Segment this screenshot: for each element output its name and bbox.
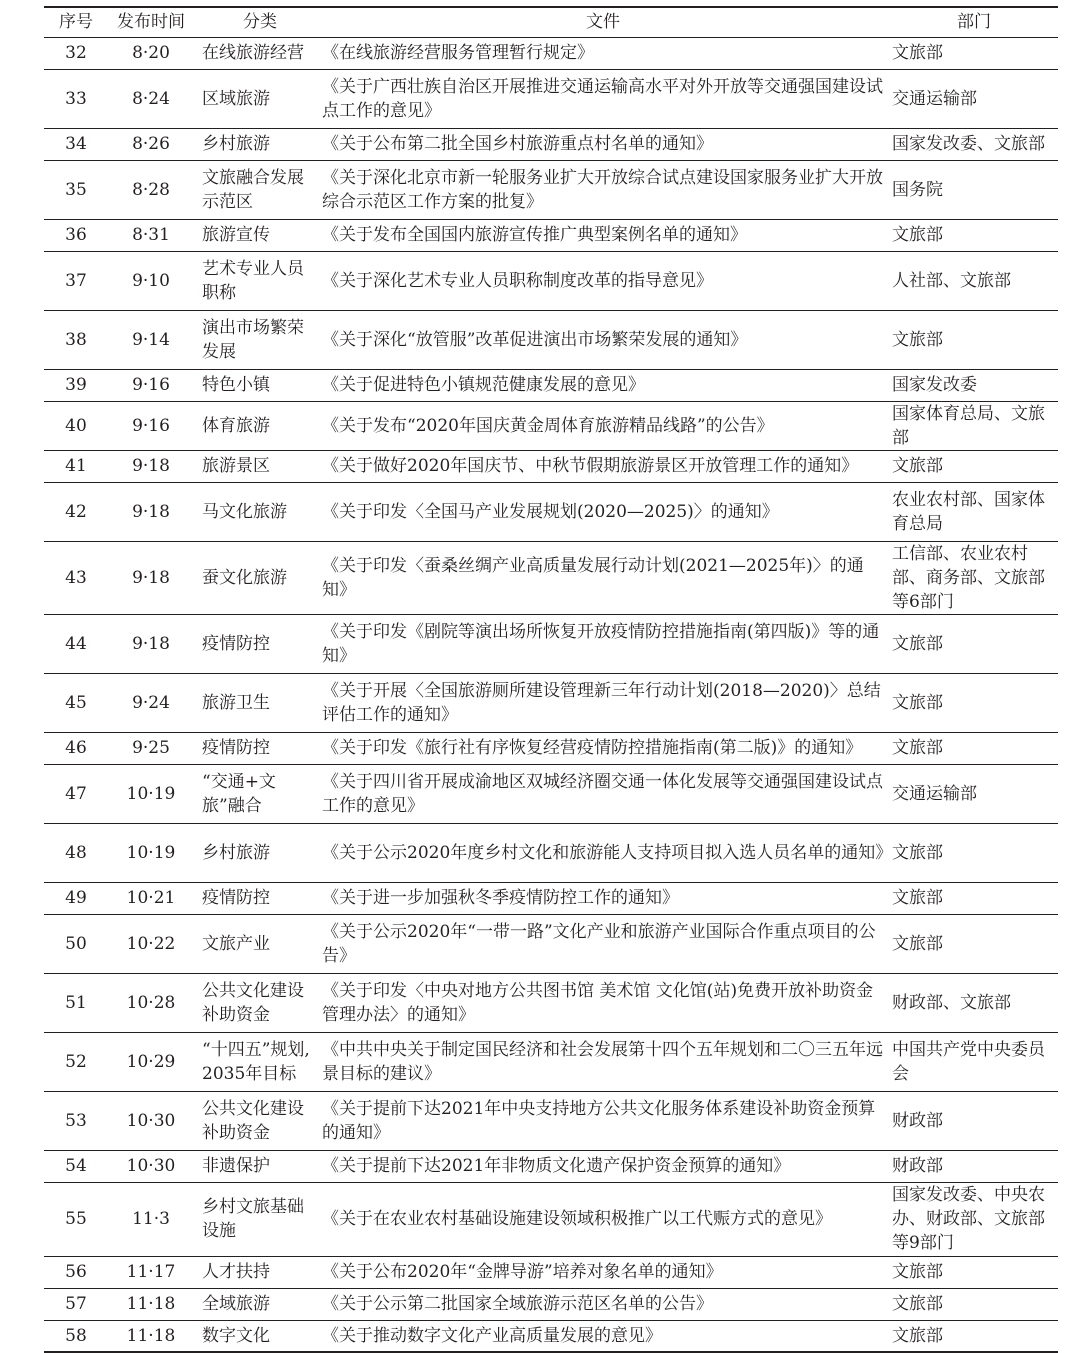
row-dept: 国家体育总局、文旅部 xyxy=(886,401,1058,450)
table-row xyxy=(44,1320,1058,1352)
row-dept: 文旅部 xyxy=(886,914,1058,973)
row-date: 10·28 xyxy=(108,973,194,1032)
row-date: 9·18 xyxy=(108,450,194,482)
table-row xyxy=(44,673,1058,732)
row-date: 10·19 xyxy=(108,764,194,823)
row-no: 44 xyxy=(44,614,108,673)
table-row xyxy=(44,37,1058,69)
row-no: 53 xyxy=(44,1091,108,1150)
row-no: 49 xyxy=(44,882,108,914)
row-category: “交通+文旅”融合 xyxy=(194,764,320,823)
row-no: 38 xyxy=(44,310,108,369)
row-file: 《关于开展〈全国旅游厕所建设管理新三年行动计划(2018—2020)〉总结评估工作的通知》 xyxy=(320,673,886,732)
row-dept: 国家发改委 xyxy=(886,369,1058,401)
row-no: 41 xyxy=(44,450,108,482)
table-row xyxy=(44,1256,1058,1288)
row-category: 数字文化 xyxy=(194,1320,320,1352)
row-category: 非遗保护 xyxy=(194,1150,320,1182)
header-no: 序号 xyxy=(44,7,108,37)
row-date: 9·24 xyxy=(108,673,194,732)
row-no: 56 xyxy=(44,1256,108,1288)
row-file: 《在线旅游经营服务管理暂行规定》 xyxy=(320,37,886,69)
row-file: 《关于深化北京市新一轮服务业扩大开放综合试点建设国家服务业扩大开放综合示范区工作方案的批复》 xyxy=(320,160,886,219)
row-date: 9·25 xyxy=(108,732,194,764)
row-no: 40 xyxy=(44,401,108,450)
row-file: 《关于公布第二批全国乡村旅游重点村名单的通知》 xyxy=(320,128,886,160)
row-file: 《关于印发〈全国马产业发展规划(2020—2025)〉的通知》 xyxy=(320,482,886,541)
row-dept: 文旅部 xyxy=(886,732,1058,764)
row-category: “十四五”规划,2035年目标 xyxy=(194,1032,320,1091)
row-date: 10·19 xyxy=(108,823,194,882)
row-dept: 国家发改委、中央农办、财政部、文旅部等9部门 xyxy=(886,1182,1058,1256)
row-no: 34 xyxy=(44,128,108,160)
row-no: 47 xyxy=(44,764,108,823)
row-date: 9·16 xyxy=(108,401,194,450)
table-row xyxy=(44,1032,1058,1091)
row-category: 艺术专业人员职称 xyxy=(194,251,320,310)
row-category: 文旅融合发展示范区 xyxy=(194,160,320,219)
header-file: 文件 xyxy=(320,7,886,37)
row-file: 《关于做好2020年国庆节、中秋节假期旅游景区开放管理工作的通知》 xyxy=(320,450,886,482)
row-no: 58 xyxy=(44,1320,108,1352)
row-date: 10·21 xyxy=(108,882,194,914)
row-file: 《关于四川省开展成渝地区双城经济圈交通一体化发展等交通强国建设试点工作的意见》 xyxy=(320,764,886,823)
row-category: 疫情防控 xyxy=(194,882,320,914)
table-header-row xyxy=(44,7,1058,37)
row-category: 乡村旅游 xyxy=(194,128,320,160)
table-row xyxy=(44,732,1058,764)
row-category: 全域旅游 xyxy=(194,1288,320,1320)
row-file: 《关于公示2020年度乡村文化和旅游能人支持项目拟入选人员名单的通知》 xyxy=(320,823,886,882)
row-no: 37 xyxy=(44,251,108,310)
row-no: 45 xyxy=(44,673,108,732)
row-no: 55 xyxy=(44,1182,108,1256)
row-no: 39 xyxy=(44,369,108,401)
row-dept: 文旅部 xyxy=(886,1288,1058,1320)
row-no: 48 xyxy=(44,823,108,882)
row-file: 《关于发布全国国内旅游宣传推广典型案例名单的通知》 xyxy=(320,219,886,251)
row-date: 9·18 xyxy=(108,482,194,541)
row-date: 9·16 xyxy=(108,369,194,401)
table-row xyxy=(44,401,1058,450)
row-file: 《关于促进特色小镇规范健康发展的意见》 xyxy=(320,369,886,401)
table-row xyxy=(44,219,1058,251)
row-category: 乡村旅游 xyxy=(194,823,320,882)
row-date: 9·10 xyxy=(108,251,194,310)
row-dept: 文旅部 xyxy=(886,310,1058,369)
row-date: 9·14 xyxy=(108,310,194,369)
row-dept: 中国共产党中央委员会 xyxy=(886,1032,1058,1091)
row-date: 8·31 xyxy=(108,219,194,251)
row-no: 50 xyxy=(44,914,108,973)
row-date: 9·18 xyxy=(108,541,194,614)
row-no: 54 xyxy=(44,1150,108,1182)
row-file: 《关于广西壮族自治区开展推进交通运输高水平对外开放等交通强国建设试点工作的意见》 xyxy=(320,69,886,128)
row-category: 疫情防控 xyxy=(194,614,320,673)
row-file: 《关于印发《剧院等演出场所恢复开放疫情防控措施指南(第四版)》等的通知》 xyxy=(320,614,886,673)
row-category: 在线旅游经营 xyxy=(194,37,320,69)
table-row xyxy=(44,482,1058,541)
row-no: 57 xyxy=(44,1288,108,1320)
table-row xyxy=(44,251,1058,310)
row-category: 旅游卫生 xyxy=(194,673,320,732)
row-dept: 交通运输部 xyxy=(886,69,1058,128)
row-dept: 财政部 xyxy=(886,1150,1058,1182)
row-dept: 文旅部 xyxy=(886,37,1058,69)
table-row xyxy=(44,310,1058,369)
header-date: 发布时间 xyxy=(108,7,194,37)
table-row xyxy=(44,1288,1058,1320)
row-date: 11·18 xyxy=(108,1288,194,1320)
table-row xyxy=(44,614,1058,673)
row-file: 《关于进一步加强秋冬季疫情防控工作的通知》 xyxy=(320,882,886,914)
row-file: 《关于深化“放管服”改革促进演出市场繁荣发展的通知》 xyxy=(320,310,886,369)
row-category: 公共文化建设补助资金 xyxy=(194,1091,320,1150)
policy-table xyxy=(44,6,1058,1353)
row-date: 8·24 xyxy=(108,69,194,128)
row-date: 11·3 xyxy=(108,1182,194,1256)
row-file: 《关于发布“2020年国庆黄金周体育旅游精品线路”的公告》 xyxy=(320,401,886,450)
row-dept: 国家发改委、文旅部 xyxy=(886,128,1058,160)
row-category: 区域旅游 xyxy=(194,69,320,128)
row-dept: 文旅部 xyxy=(886,614,1058,673)
row-category: 蚕文化旅游 xyxy=(194,541,320,614)
table-row xyxy=(44,973,1058,1032)
row-file: 《关于提前下达2021年非物质文化遗产保护资金预算的通知》 xyxy=(320,1150,886,1182)
table-row xyxy=(44,1182,1058,1256)
table-row xyxy=(44,128,1058,160)
row-category: 体育旅游 xyxy=(194,401,320,450)
row-category: 乡村文旅基础设施 xyxy=(194,1182,320,1256)
row-file: 《关于推动数字文化产业高质量发展的意见》 xyxy=(320,1320,886,1352)
table-row xyxy=(44,1150,1058,1182)
row-no: 33 xyxy=(44,69,108,128)
row-dept: 交通运输部 xyxy=(886,764,1058,823)
table-row xyxy=(44,914,1058,973)
row-date: 10·29 xyxy=(108,1032,194,1091)
row-date: 10·30 xyxy=(108,1150,194,1182)
row-file: 《关于公示第二批国家全域旅游示范区名单的公告》 xyxy=(320,1288,886,1320)
table-row xyxy=(44,69,1058,128)
row-file: 《关于在农业农村基础设施建设领域积极推广以工代赈方式的意见》 xyxy=(320,1182,886,1256)
row-date: 10·22 xyxy=(108,914,194,973)
row-category: 旅游宣传 xyxy=(194,219,320,251)
row-file: 《关于印发〈蚕桑丝绸产业高质量发展行动计划(2021—2025年)〉的通知》 xyxy=(320,541,886,614)
row-no: 46 xyxy=(44,732,108,764)
row-date: 9·18 xyxy=(108,614,194,673)
row-dept: 国务院 xyxy=(886,160,1058,219)
row-no: 35 xyxy=(44,160,108,219)
row-file: 《关于印发〈中央对地方公共图书馆 美术馆 文化馆(站)免费开放补助资金管理办法〉的通知》 xyxy=(320,973,886,1032)
row-dept: 工信部、农业农村部、商务部、文旅部等6部门 xyxy=(886,541,1058,614)
table-row xyxy=(44,369,1058,401)
row-file: 《中共中央关于制定国民经济和社会发展第十四个五年规划和二〇三五年远景目标的建议》 xyxy=(320,1032,886,1091)
row-date: 8·26 xyxy=(108,128,194,160)
row-no: 42 xyxy=(44,482,108,541)
row-no: 43 xyxy=(44,541,108,614)
table-row xyxy=(44,764,1058,823)
row-dept: 文旅部 xyxy=(886,450,1058,482)
row-dept: 文旅部 xyxy=(886,882,1058,914)
row-date: 10·30 xyxy=(108,1091,194,1150)
row-file: 《关于印发《旅行社有序恢复经营疫情防控措施指南(第二版)》的通知》 xyxy=(320,732,886,764)
table-row xyxy=(44,823,1058,882)
table-row xyxy=(44,882,1058,914)
row-date: 11·18 xyxy=(108,1320,194,1352)
row-dept: 文旅部 xyxy=(886,1320,1058,1352)
row-dept: 文旅部 xyxy=(886,1256,1058,1288)
row-file: 《关于深化艺术专业人员职称制度改革的指导意见》 xyxy=(320,251,886,310)
table-row xyxy=(44,450,1058,482)
row-category: 特色小镇 xyxy=(194,369,320,401)
row-dept: 文旅部 xyxy=(886,219,1058,251)
header-category: 分类 xyxy=(194,7,320,37)
row-dept: 文旅部 xyxy=(886,673,1058,732)
row-category: 旅游景区 xyxy=(194,450,320,482)
row-category: 文旅产业 xyxy=(194,914,320,973)
row-category: 公共文化建设补助资金 xyxy=(194,973,320,1032)
row-dept: 文旅部 xyxy=(886,823,1058,882)
row-category: 马文化旅游 xyxy=(194,482,320,541)
table-row xyxy=(44,541,1058,614)
row-date: 8·20 xyxy=(108,37,194,69)
row-date: 8·28 xyxy=(108,160,194,219)
row-file: 《关于提前下达2021年中央支持地方公共文化服务体系建设补助资金预算的通知》 xyxy=(320,1091,886,1150)
row-category: 疫情防控 xyxy=(194,732,320,764)
row-category: 人才扶持 xyxy=(194,1256,320,1288)
row-dept: 财政部 xyxy=(886,1091,1058,1150)
table-row xyxy=(44,1091,1058,1150)
row-no: 32 xyxy=(44,37,108,69)
table-row xyxy=(44,160,1058,219)
row-no: 52 xyxy=(44,1032,108,1091)
row-dept: 财政部、文旅部 xyxy=(886,973,1058,1032)
row-file: 《关于公布2020年“金牌导游”培养对象名单的通知》 xyxy=(320,1256,886,1288)
row-dept: 农业农村部、国家体育总局 xyxy=(886,482,1058,541)
header-dept: 部门 xyxy=(886,7,1058,37)
row-category: 演出市场繁荣发展 xyxy=(194,310,320,369)
row-no: 51 xyxy=(44,973,108,1032)
row-file: 《关于公示2020年“一带一路”文化产业和旅游产业国际合作重点项目的公告》 xyxy=(320,914,886,973)
row-date: 11·17 xyxy=(108,1256,194,1288)
row-dept: 人社部、文旅部 xyxy=(886,251,1058,310)
row-no: 36 xyxy=(44,219,108,251)
